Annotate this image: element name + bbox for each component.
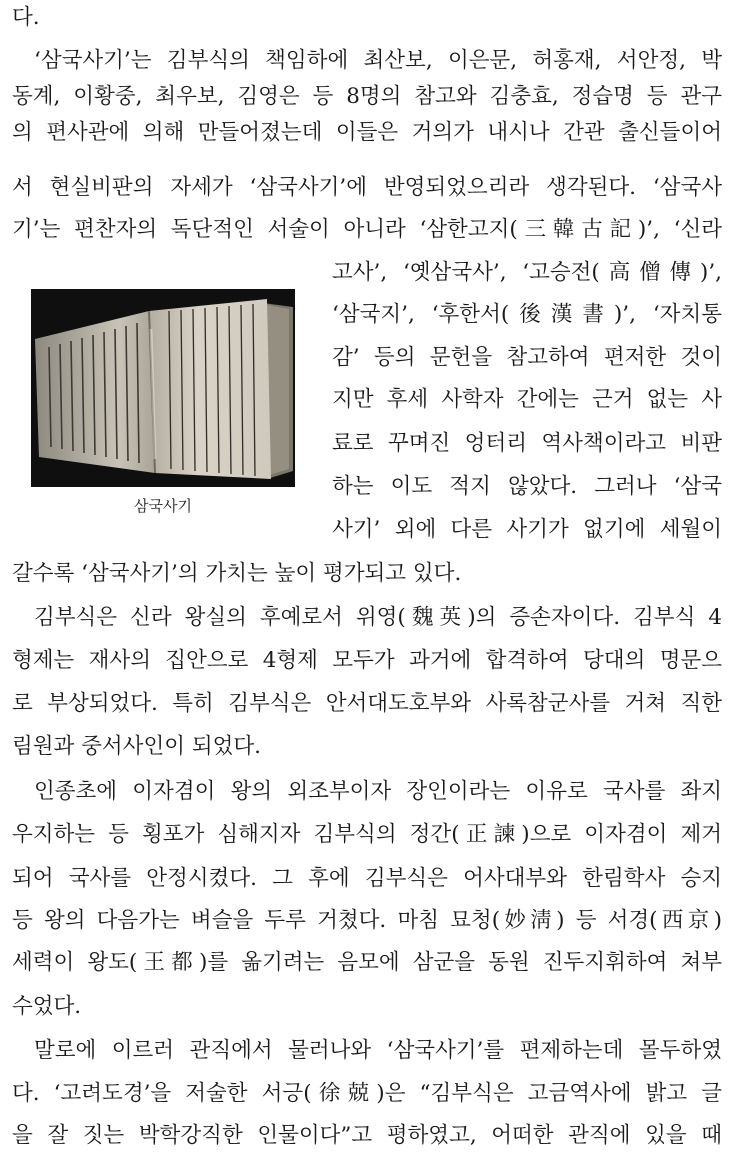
text-line: 사기’ 외에 다른 사기가 없기에 세월이 — [332, 517, 722, 542]
text-line: 을 잘 짓는 박학강직한 인물이다”고 평하였고, 어떠한 관직에 있을 때 — [12, 1123, 722, 1148]
text-line: 다. ‘고려도경’을 저술한 서긍(徐兢)은 “김부식은 고금역사에 밝고 글 — [12, 1081, 722, 1106]
text-line: 등 왕의 다음가는 벼슬을 두루 거쳤다. 마침 묘청(妙淸) 등 서경(西京) — [12, 908, 722, 933]
text-line: 갈수록 ‘삼국사기’의 가치는 높이 평가되고 있다. — [12, 561, 462, 586]
text-line: 다. — [12, 5, 40, 30]
text-line: 수었다. — [12, 994, 82, 1019]
text-line: 우지하는 등 횡포가 심해지자 김부식의 정간(正諫)으로 이자겸이 제거 — [12, 822, 722, 847]
text-line: 림원과 중서사인이 되었다. — [12, 734, 261, 759]
text-line: 료로 꾸며진 엉터리 역사책이라고 비판 — [332, 431, 722, 456]
text-line: 감’ 등의 문헌을 참고하여 편저한 것이 — [332, 345, 722, 370]
text-line: 서 현실비판의 자세가 ‘삼국사기’에 반영되었으리라 생각된다. ‘삼국사 — [12, 175, 722, 200]
text-line: ‘삼국사기’는 김부식의 책임하에 최산보, 이은문, 허홍재, 서안정, 박 — [34, 48, 722, 73]
text-line: 지만 후세 사학자 간에는 근거 없는 사 — [332, 387, 722, 412]
text-line: 고사’, ‘옛삼국사’, ‘고승전(高僧傳)’, — [332, 260, 722, 285]
text-line: 세력이 왕도(王都)를 옮기려는 음모에 삼군을 동원 진두지휘하여 쳐부 — [12, 950, 722, 975]
old-book-illustration — [31, 289, 295, 487]
text-line: 로 부상되었다. 특히 김부식은 안서대도호부와 사록참군사를 거쳐 직한 — [12, 691, 722, 716]
book-photo — [31, 289, 295, 487]
text-line: 말로에 이르러 관직에서 물러나와 ‘삼국사기’를 편제하는데 몰두하였 — [34, 1038, 722, 1063]
text-line: 형제는 재사의 집안으로 4형제 모두가 과거에 합격하여 당대의 명문으 — [12, 648, 722, 673]
text-line: 의 편사관에 의해 만들어졌는데 이들은 거의가 내시나 간관 출신들이어 — [12, 120, 722, 145]
text-line: 김부식은 신라 왕실의 후예로서 위영(魏英)의 증손자이다. 김부식 4 — [34, 605, 722, 630]
text-line: 기’는 편찬자의 독단적인 서술이 아니라 ‘삼한고지(三韓古記)’, ‘신라 — [12, 217, 722, 242]
text-line: 동계, 이황중, 최우보, 김영은 등 8명의 참고와 김충효, 정습명 등 관구 — [12, 84, 722, 109]
text-line: ‘삼국지’, ‘후한서(後漢書)’, ‘자치통 — [332, 302, 722, 327]
text-line: 하는 이도 적지 않았다. 그러나 ‘삼국 — [332, 474, 722, 499]
text-line: 되어 국사를 안정시켰다. 그 후에 김부식은 어사대부와 한림학사 승지 — [12, 866, 722, 891]
figure-caption: 삼국사기 — [134, 497, 192, 515]
text-line: 인종초에 이자겸이 왕의 외조부이자 장인이라는 이유로 국사를 좌지 — [34, 779, 722, 804]
